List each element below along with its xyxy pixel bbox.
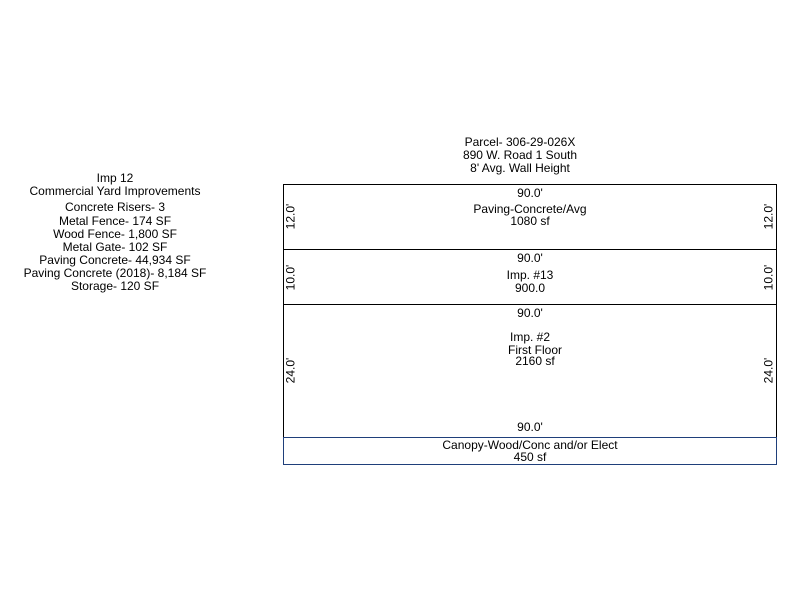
legend-item: Paving Concrete (2018)- 8,184 SF: [23, 265, 207, 280]
left-dimension: 24.0': [283, 357, 298, 384]
section-area: 2160 sf: [515, 354, 555, 368]
section-floor: First Floor: [508, 343, 562, 357]
parcel-header: [420, 136, 620, 175]
section-name: Paving-Concrete/Avg: [473, 202, 587, 216]
section-area: 900.0: [514, 281, 546, 295]
right-dimension: 12.0': [761, 203, 776, 230]
section-area: 450 sf: [513, 450, 547, 464]
canopy-section: [283, 437, 777, 465]
imp-13-section: [283, 249, 777, 305]
legend-item: Concrete Risers- 3: [64, 200, 166, 215]
section-area: 1080 sf: [510, 214, 550, 228]
legend-title: Imp 12: [96, 171, 134, 185]
wall-height: 8' Avg. Wall Height: [470, 161, 570, 175]
bottom-dimension: 90.0': [517, 420, 543, 434]
parcel-number: Parcel- 306-29-026X: [464, 135, 576, 149]
legend-item: Wood Fence- 1,800 SF: [53, 226, 177, 241]
imp-2-section: [283, 304, 777, 438]
legend-item: Paving Concrete- 44,934 SF: [39, 252, 191, 267]
parcel-address: 890 W. Road 1 South: [462, 148, 578, 162]
section-name: Imp. #13: [506, 268, 554, 282]
paving-section: [283, 184, 777, 250]
section-name: Canopy-Wood/Conc and/or Elect: [442, 438, 618, 452]
left-dimension: 10.0': [283, 264, 298, 291]
top-dimension: 90.0': [517, 306, 543, 320]
legend-item: Metal Gate- 102 SF: [62, 239, 168, 254]
left-dimension: 12.0': [283, 203, 298, 230]
top-dimension: 90.0': [517, 251, 543, 265]
improvements-legend: [10, 172, 220, 293]
right-dimension: 24.0': [761, 357, 776, 384]
right-dimension: 10.0': [761, 264, 776, 291]
legend-item: Storage- 120 SF: [70, 278, 160, 293]
legend-item: Metal Fence- 174 SF: [58, 213, 172, 228]
legend-subtitle: Commercial Yard Improvements: [29, 184, 201, 199]
section-name: Imp. #2: [509, 330, 551, 344]
top-dimension: 90.0': [517, 186, 543, 200]
